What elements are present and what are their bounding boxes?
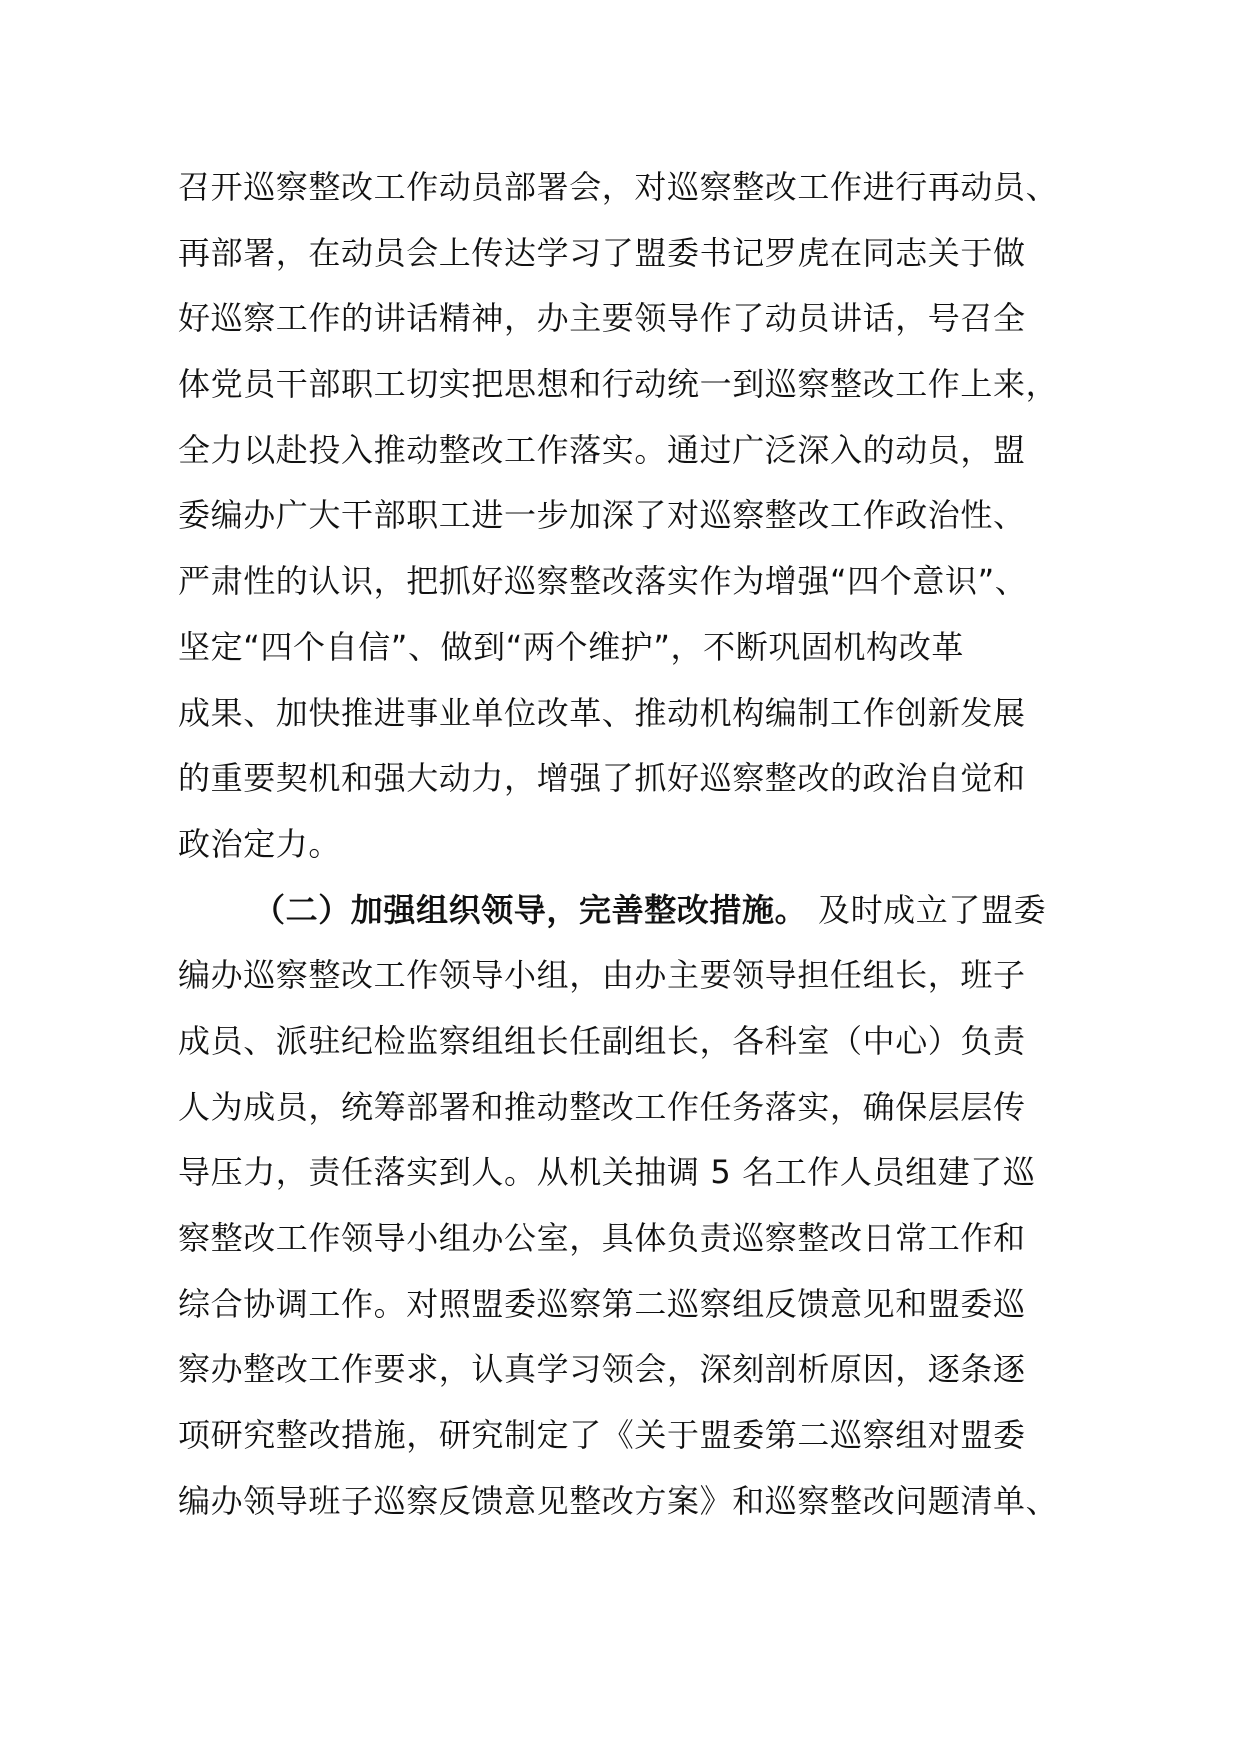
paragraph-line: 导压力，责任落实到人。从机关抽调 5 名工作人员组建了巡: [178, 1153, 1036, 1192]
paragraph-line: 好巡察工作的讲话精神，办主要领导作了动员讲话，号召全: [178, 299, 1026, 338]
paragraph-line: 严肃性的认识，把抓好巡察整改落实作为增强“四个意识”、: [178, 562, 1028, 601]
paragraph-line: 综合协调工作。对照盟委巡察第二巡察组反馈意见和盟委巡: [178, 1284, 1026, 1323]
paragraph-line: 的重要契机和强大动力，增强了抓好巡察整改的政治自觉和: [178, 759, 1026, 798]
paragraph-line: 察整改工作领导小组办公室，具体负责巡察整改日常工作和: [178, 1219, 1026, 1257]
paragraph-line: 项研究整改措施，研究制定了《关于盟委第二巡察组对盟委: [178, 1416, 1026, 1455]
paragraph-line: 成员、派驻纪检监察组组长任副组长，各科室（中心）负责: [178, 1021, 1026, 1060]
paragraph-line: 全力以赴投入推动整改工作落实。通过广泛深入的动员，盟: [178, 430, 1026, 469]
document-body: [178, 155, 1078, 1534]
paragraph-line: 再部署，在动员会上传达学习了盟委书记罗虎在同志关于做: [178, 233, 1026, 272]
paragraph-line: 察办整改工作要求，认真学习领会，深刻剖析原因，逐条逐: [178, 1350, 1026, 1389]
paragraph-line: 坚定“四个自信”、做到“两个维护”，不断巩固机构改革: [178, 627, 964, 666]
continued-paragraph: [178, 155, 1078, 878]
paragraph-line: 体党员干部职工切实把思想和行动统一到巡察整改工作上来，: [178, 365, 1059, 404]
paragraph-line: 编办领导班子巡察反馈意见整改方案》和巡察整改问题清单、: [178, 1481, 1059, 1520]
paragraph-line: 委编办广大干部职工进一步加深了对巡察整改工作政治性、: [178, 496, 1026, 535]
section-two-paragraph: [178, 878, 1078, 1535]
section-heading: （二）加强组织领导，完善整改措施。: [253, 890, 808, 929]
section-first-line-text: 及时成立了盟委: [817, 890, 1047, 929]
paragraph-line: 编办巡察整改工作领导小组，由办主要领导担任组长，班子: [178, 956, 1026, 995]
paragraph-line: 成果、加快推进事业单位改革、推动机构编制工作创新发展: [178, 693, 1026, 732]
paragraph-line: 人为成员，统筹部署和推动整改工作任务落实，确保层层传: [178, 1087, 1026, 1126]
section-first-line: [178, 878, 1078, 944]
paragraph-line: 政治定力。: [178, 824, 342, 863]
paragraph-line: 召开巡察整改工作动员部署会，对巡察整改工作进行再动员、: [178, 168, 1059, 206]
